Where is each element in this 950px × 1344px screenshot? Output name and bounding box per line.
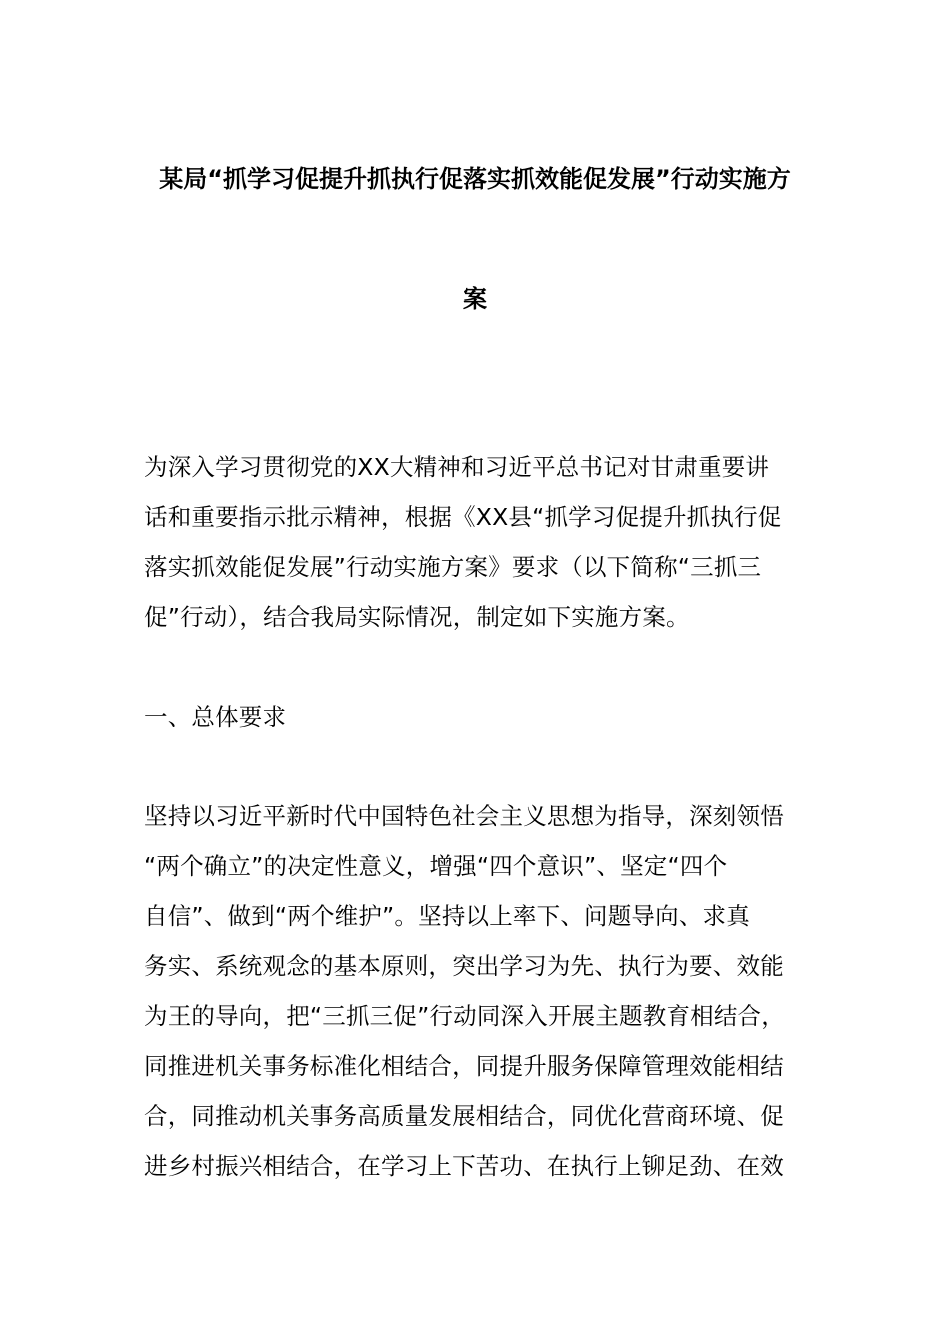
body-line-3: 自信”、做到“两个维护”。坚持以上率下、问题导向、求真: [144, 902, 750, 930]
body-line-4: 务实、系统观念的基本原则，突出学习为先、执行为要、效能: [144, 952, 784, 980]
body-line-1: 坚持以习近平新时代中国特色社会主义思想为指导，深刻领悟: [144, 802, 784, 830]
intro-line-1: 为深入学习贯彻党的XX大精神和习近平总书记对甘肃重要讲: [144, 453, 770, 481]
intro-line-4: 促”行动），结合我局实际情况，制定如下实施方案。: [144, 603, 690, 631]
document-title-line-2: 案: [463, 285, 487, 313]
document-title-line-1: 某局“抓学习促提升抓执行促落实抓效能促发展”行动实施方: [159, 165, 791, 193]
body-line-8: 进乡村振兴相结合，在学习上下苦功、在执行上铆足劲、在效: [144, 1152, 784, 1180]
body-line-6: 同推进机关事务标准化相结合，同提升服务保障管理效能相结: [144, 1052, 784, 1080]
body-line-2: “两个确立”的决定性意义，增强“四个意识”、坚定“四个: [144, 852, 728, 880]
intro-line-3: 落实抓效能促发展”行动实施方案》要求（以下简称“三抓三: [144, 553, 762, 581]
section-heading: 一、总体要求: [144, 703, 287, 731]
body-line-5: 为王的导向，把“三抓三促”行动同深入开展主题教育相结合，: [144, 1002, 785, 1030]
intro-line-2: 话和重要指示批示精神，根据《XX县“抓学习促提升抓执行促: [144, 503, 782, 531]
body-line-7: 合，同推动机关事务高质量发展相结合，同优化营商环境、促: [144, 1102, 784, 1130]
